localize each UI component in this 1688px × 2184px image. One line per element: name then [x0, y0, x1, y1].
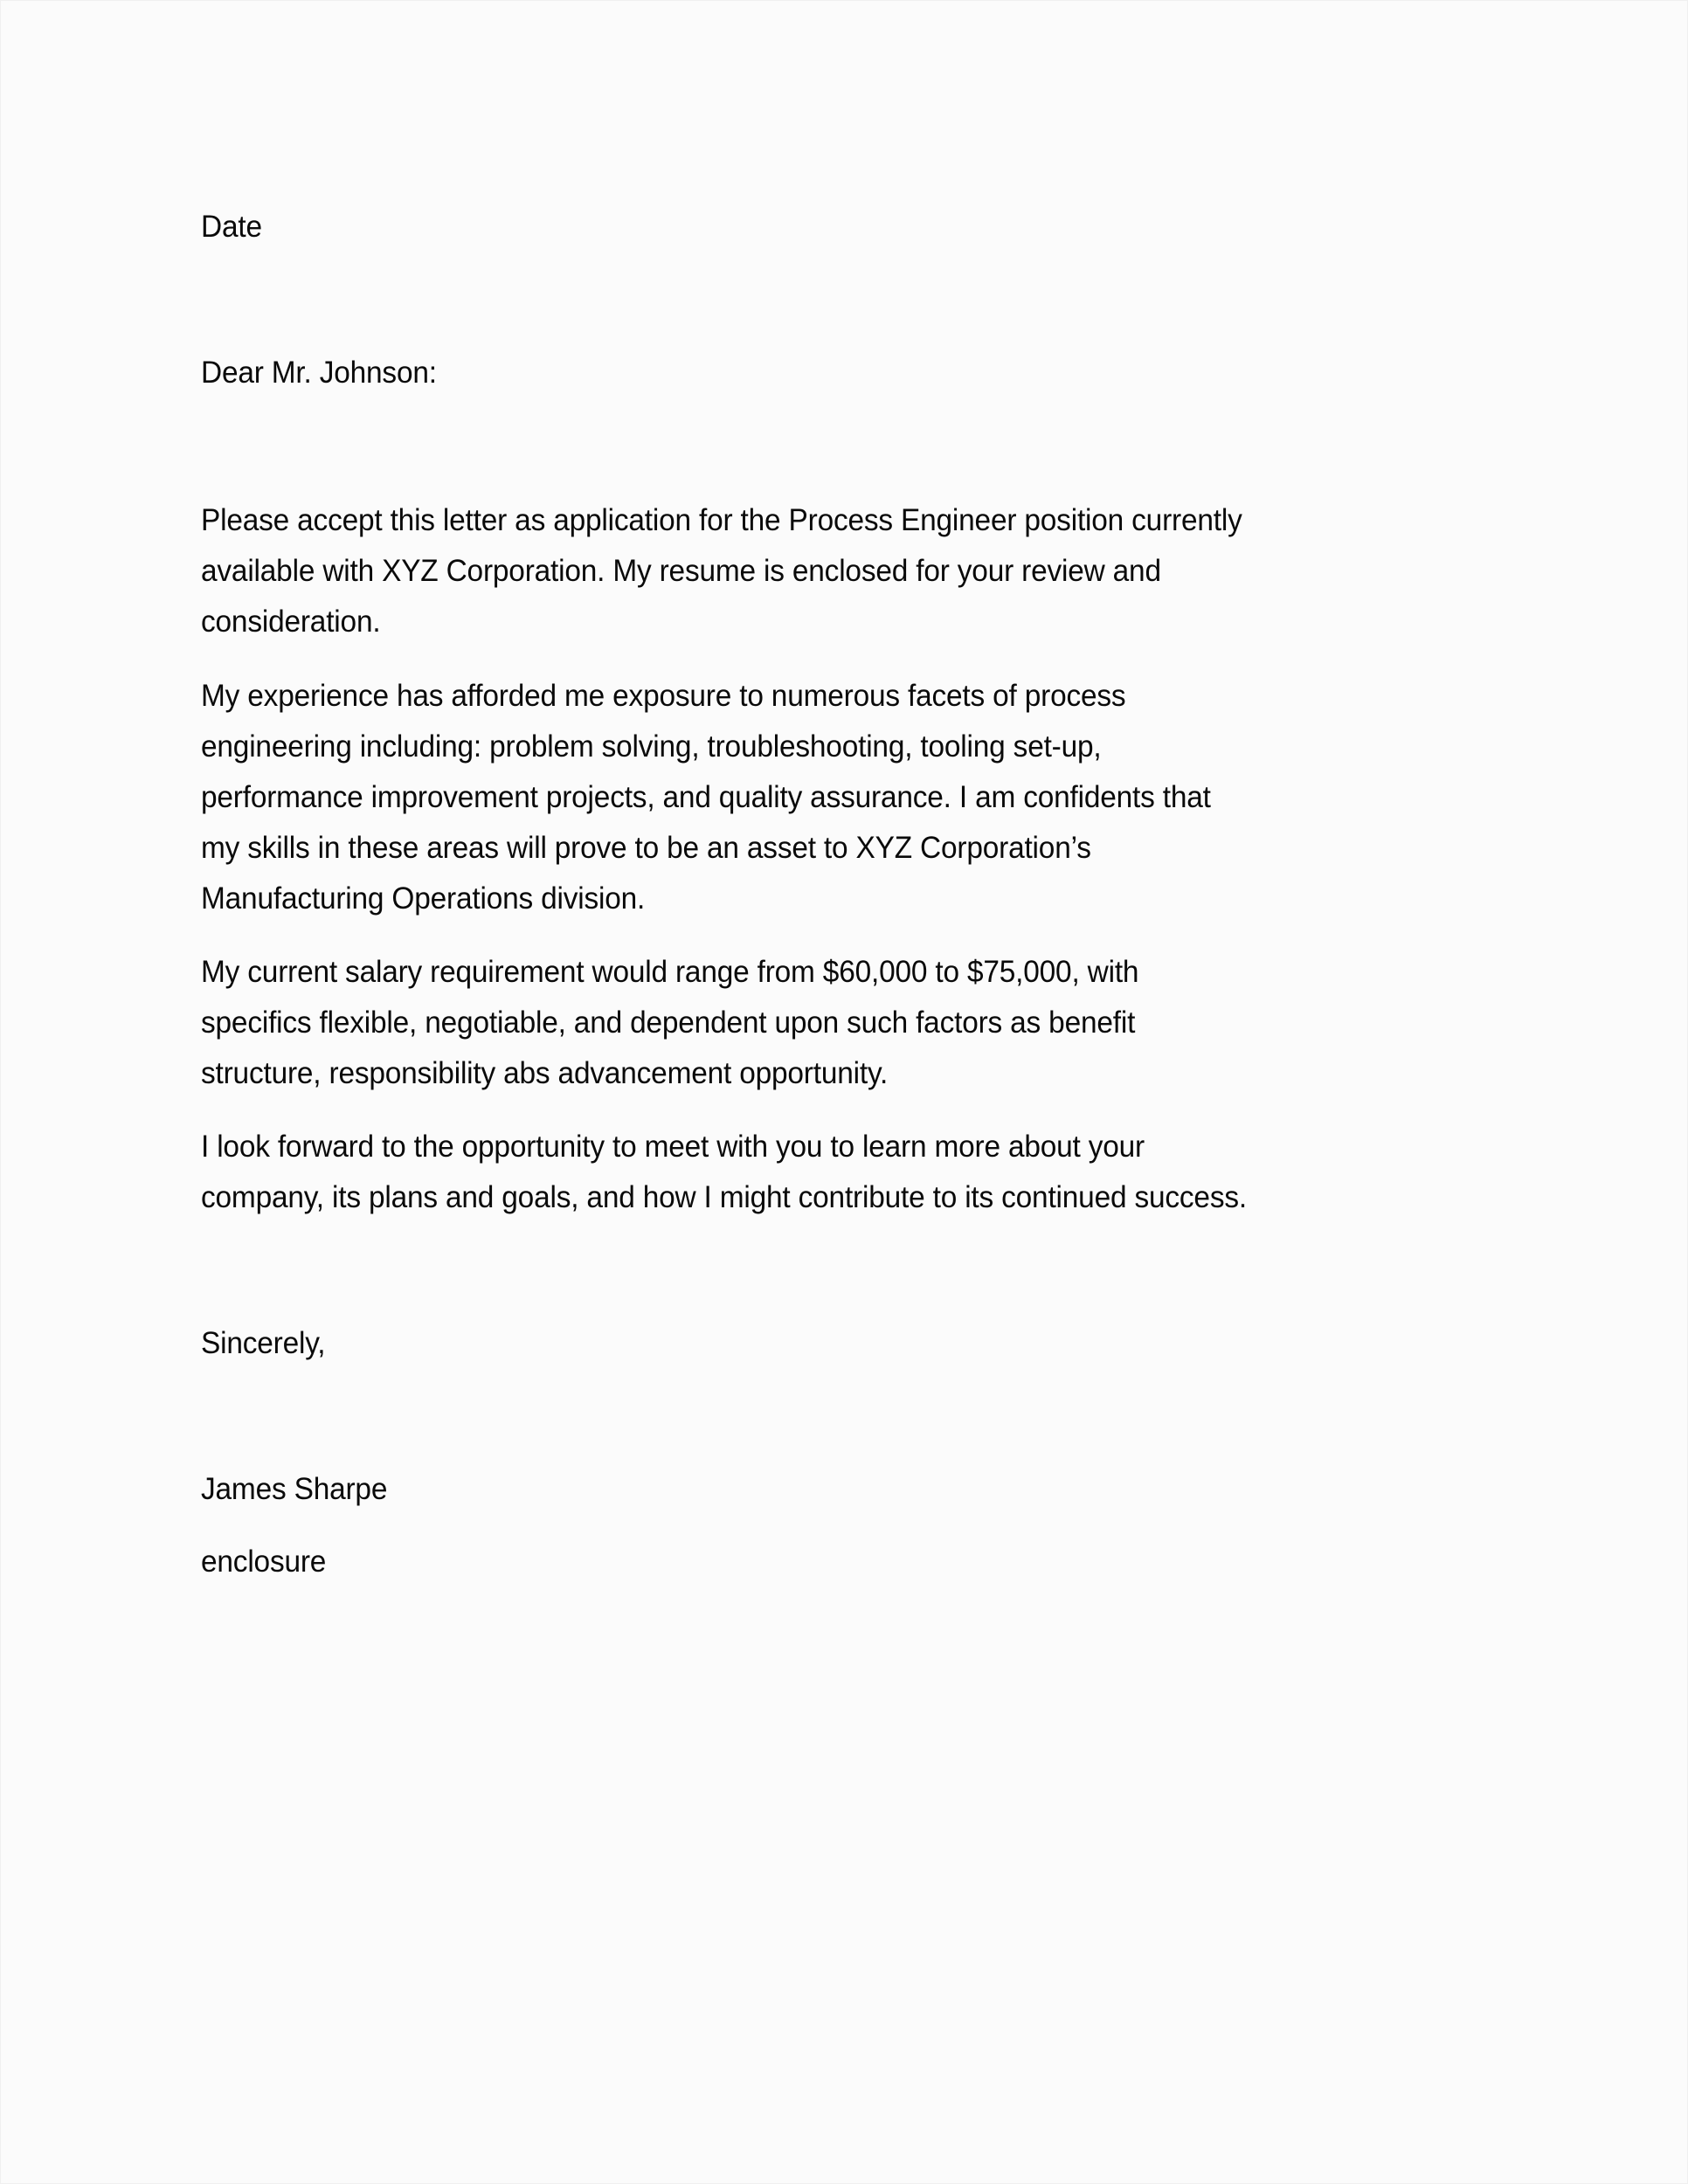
paragraph-line: My current salary requirement would range from $60,000 to $75,000, with — [201, 955, 1139, 989]
paragraph-line: My experience has afforded me exposure to numerous facets of process — [201, 679, 1126, 713]
closing: Sincerely, — [201, 1326, 326, 1360]
paragraph-line: engineering including: problem solving, troubleshooting, tooling set-up, — [201, 729, 1102, 764]
signature-name: James Sharpe — [201, 1472, 388, 1506]
salutation: Dear Mr. Johnson: — [201, 356, 437, 390]
paragraph-line: company, its plans and goals, and how I might contribute to its continued success. — [201, 1180, 1247, 1214]
paragraph-line: Manufacturing Operations division. — [201, 881, 646, 916]
paragraph-line: my skills in these areas will prove to be an asset to XYZ Corporation’s — [201, 831, 1091, 865]
paragraph-line: consideration. — [201, 605, 381, 639]
paragraph-line: I look forward to the opportunity to meet with you to learn more about your — [201, 1130, 1145, 1164]
paragraph-line: available with XYZ Corporation. My resume is enclosed for your review and — [201, 554, 1161, 588]
paragraph-line: structure, responsibility abs advancement opportunity. — [201, 1056, 889, 1090]
paragraph-line: Please accept this letter as application for the Process Engineer position currently — [201, 503, 1242, 537]
date-line: Date — [201, 210, 262, 244]
paragraph-line: specifics flexible, negotiable, and dependent upon such factors as benefit — [201, 1006, 1136, 1040]
enclosure-note: enclosure — [201, 1545, 327, 1579]
paragraph-line: performance improvement projects, and quality assurance. I am confidents that — [201, 780, 1211, 814]
